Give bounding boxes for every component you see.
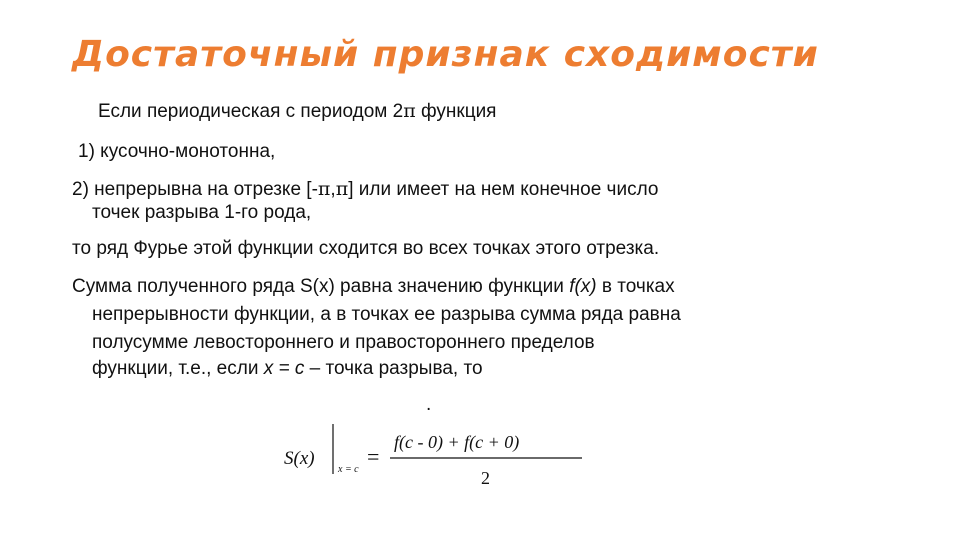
text-segment: ] или имеет на нем конечное число [348,179,659,200]
pi-symbol: π [403,100,416,122]
formula-denominator: 2 [481,468,490,488]
text-line-sum-cont-3 [92,358,483,380]
text-segment: – точка разрыва, то [304,358,483,379]
text-line-periodic [98,100,496,123]
text-segment: функция [415,101,497,122]
slide-title: Достаточный признак сходимости [72,34,819,75]
formula-equals: = [367,444,380,469]
formula-subscript: x = c [338,464,359,475]
x-equals-c: x = c [263,358,305,379]
text-line-sum-cont-2: полусумме левостороннего и правостороннего пределов [92,332,595,353]
function-fx: f(x) [569,276,597,297]
formula [270,418,600,498]
formula-numerator: f(c - 0) + f(c + 0) [394,432,520,452]
text-line-conclusion: то ряд Фурье этой функции сходится во всех точках этого отрезка. [72,238,660,259]
text-segment: 2) непрерывна на отрезке [- [72,179,318,200]
pi-symbol: π [335,178,349,200]
text-segment: Если периодическая с периодом 2 [98,101,404,122]
text-segment: Сумма полученного ряда S(x) равна значению функции [72,276,570,297]
text-segment: функции, т.е., если [92,358,264,379]
pi-symbol: π [317,178,331,200]
text-line-sum [72,276,675,298]
formula-lhs: S(x) [284,448,315,469]
text-line-condition-1: 1) кусочно-монотонна, [78,141,276,162]
text-line-condition-2 [72,178,658,201]
text-segment: , [330,179,336,200]
text-line-sum-cont-1: непрерывности функции, а в точках ее разрыва сумма ряда равна [92,304,681,325]
text-line-condition-2-cont: точек разрыва 1-го рода, [92,202,312,223]
period-mark: . [426,394,432,415]
text-segment: в точках [596,276,675,297]
